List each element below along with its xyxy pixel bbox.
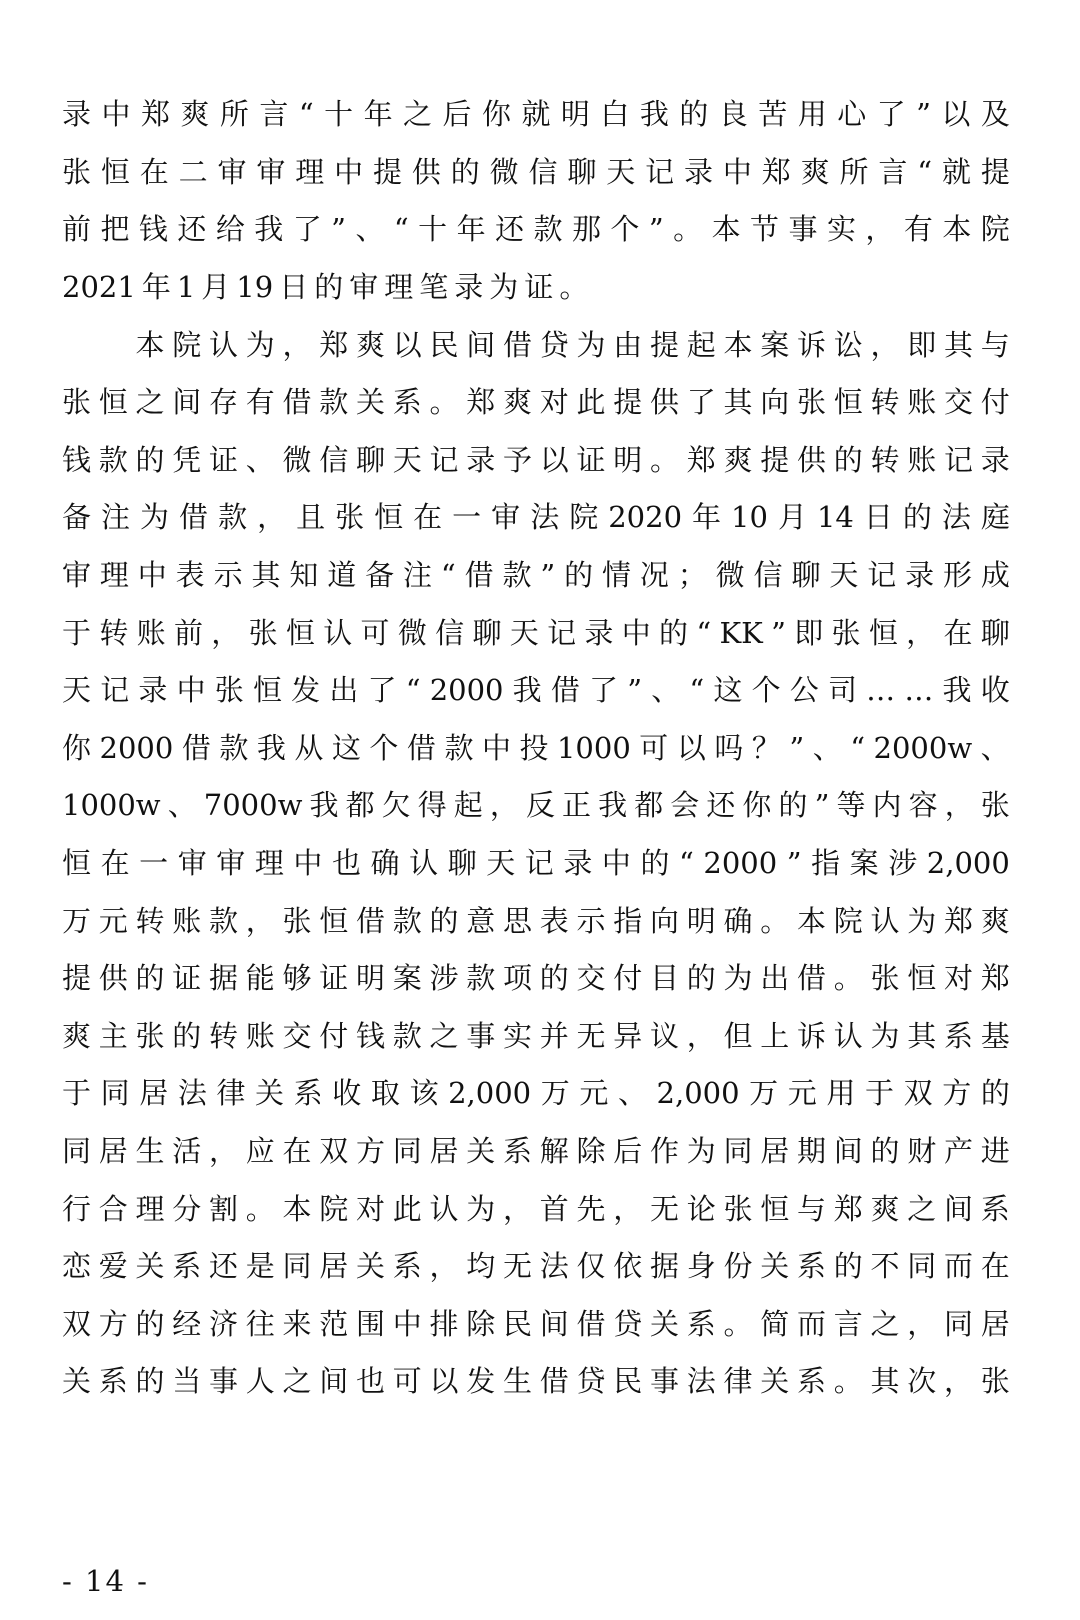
- text-line: 录 中 郑 爽 所 言 “ 十 年 之 后 你 就 明 白 我 的 良 苦 用 心 了 ” 以 及: [62, 97, 1010, 132]
- text-line: 行 合 理 分 割 。 本 院 对 此 认 为 ， 首 先 ， 无 论 张 恒 与 郑 爽 之 间 系: [62, 1191, 1010, 1226]
- text-line: 张 恒 之 间 存 有 借 款 关 系 。 郑 爽 对 此 提 供 了 其 向 张 恒 转 账 交 付: [62, 385, 1010, 420]
- text-line: 1000w 、 7000w 我 都 欠 得 起 ， 反 正 我 都 会 还 你 的 ” 等 内 容 ， 张: [62, 788, 1010, 823]
- text-line: 于 转 账 前 ， 张 恒 认 可 微 信 聊 天 记 录 中 的 “ KK ” 即 张 恒 ， 在 聊: [62, 615, 1010, 650]
- document-body: [62, 86, 1010, 1411]
- text-line: 本 院 认 为 ， 郑 爽 以 民 间 借 贷 为 由 提 起 本 案 诉 讼 ， 即 其 与: [135, 327, 1010, 362]
- text-line: 恒 在 一 审 审 理 中 也 确 认 聊 天 记 录 中 的 “ 2000 ” 指 案 涉 2,000: [62, 846, 1010, 881]
- text-line: 天 记 录 中 张 恒 发 出 了 “ 2000 我 借 了 ” 、 “ 这 个 公 司 … … 我 收: [62, 673, 1010, 708]
- text-line: 你 2000 借 款 我 从 这 个 借 款 中 投 1000 可 以 吗 ？ ” 、 “ 2000w 、: [62, 730, 1010, 765]
- text-line: 提 供 的 证 据 能 够 证 明 案 涉 款 项 的 交 付 目 的 为 出 借 。 张 恒 对 郑: [62, 961, 1010, 996]
- text-line: 关 系 的 当 事 人 之 间 也 可 以 发 生 借 贷 民 事 法 律 关 系 。 其 次 ， 张: [62, 1364, 1010, 1399]
- text-line: 备 注 为 借 款 ， 且 张 恒 在 一 审 法 院 2020 年 10 月 14 日 的 法 庭: [62, 500, 1010, 535]
- text-line: 万 元 转 账 款 ， 张 恒 借 款 的 意 思 表 示 指 向 明 确 。 本 院 认 为 郑 爽: [62, 903, 1010, 938]
- text-line: 恋 爱 关 系 还 是 同 居 关 系 ， 均 无 法 仅 依 据 身 份 关 系 的 不 同 而 在: [62, 1249, 1010, 1284]
- text-line: 审 理 中 表 示 其 知 道 备 注 “ 借 款 ” 的 情 况 ； 微 信 聊 天 记 录 形 成: [62, 558, 1010, 593]
- page-number: - 14 -: [62, 1564, 149, 1598]
- text-line: 张 恒 在 二 审 审 理 中 提 供 的 微 信 聊 天 记 录 中 郑 爽 所 言 “ 就 提: [62, 154, 1010, 189]
- text-line: 2021 年 1 月 19 日 的 审 理 笔 录 为 证 。: [62, 270, 589, 305]
- text-line: 钱 款 的 凭 证 、 微 信 聊 天 记 录 予 以 证 明 。 郑 爽 提 供 的 转 账 记 录: [62, 442, 1010, 477]
- text-line: 双 方 的 经 济 往 来 范 围 中 排 除 民 间 借 贷 关 系 。 简 而 言 之 ， 同 居: [62, 1306, 1010, 1341]
- text-line: 同 居 生 活 ， 应 在 双 方 同 居 关 系 解 除 后 作 为 同 居 期 间 的 财 产 进: [62, 1133, 1010, 1168]
- text-line: 爽 主 张 的 转 账 交 付 钱 款 之 事 实 并 无 异 议 ， 但 上 诉 认 为 其 系 基: [62, 1018, 1010, 1053]
- text-line: 于 同 居 法 律 关 系 收 取 该 2,000 万 元 、 2,000 万 元 用 于 双 方 的: [62, 1076, 1010, 1111]
- text-line: 前 把 钱 还 给 我 了 ” 、 “ 十 年 还 款 那 个 ” 。 本 节 事 实 ， 有 本 院: [62, 212, 1010, 247]
